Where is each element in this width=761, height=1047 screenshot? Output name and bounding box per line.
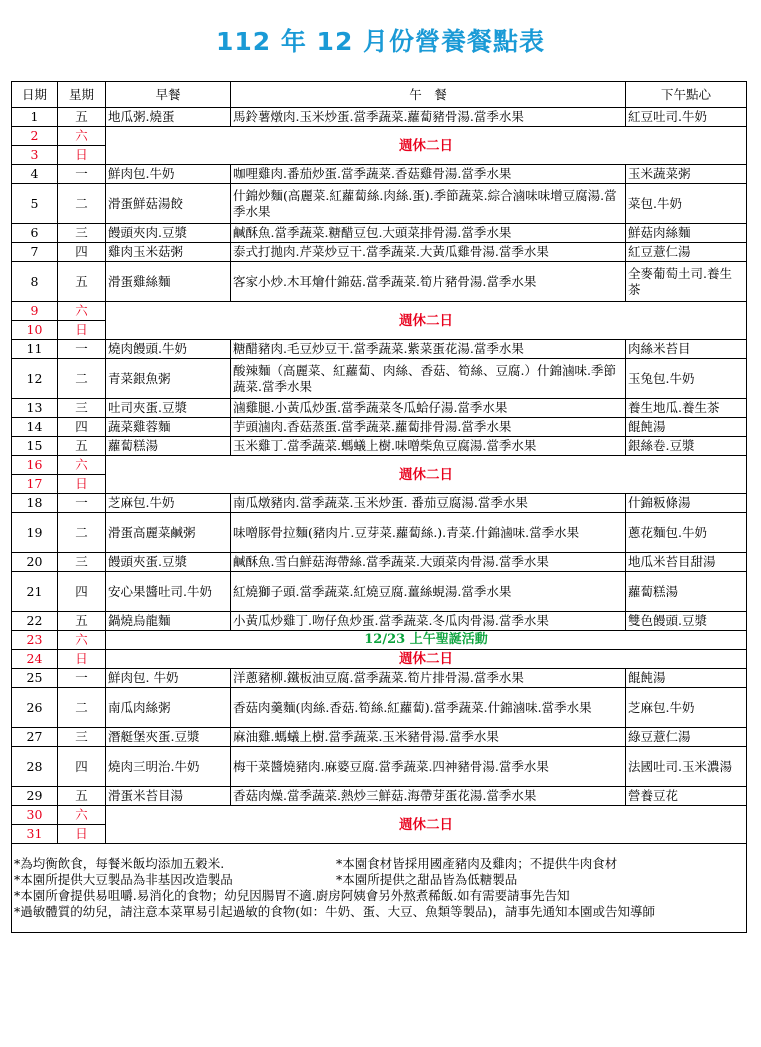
date-cell: 26	[12, 688, 58, 728]
lunch-cell: 酸辣麵（高麗菜、紅蘿蔔、肉絲、香菇、筍絲、豆腐.）什錦滷味.季節蔬菜.當季水果	[231, 359, 626, 399]
table-row	[12, 631, 747, 650]
table-row	[12, 302, 747, 321]
note-meat-source: *本園食材皆採用國產豬肉及雞肉；不提供牛肉食材	[336, 856, 618, 871]
breakfast-cell: 鍋燒烏龍麵	[106, 612, 231, 631]
date-cell: 25	[12, 669, 58, 688]
table-row	[12, 728, 747, 747]
weekday-cell: 一	[58, 165, 106, 184]
header-row	[12, 82, 747, 108]
header-snack: 下午點心	[626, 82, 747, 108]
snack-cell: 芝麻包.牛奶	[626, 688, 747, 728]
breakfast-cell: 蔬菜雞蓉麵	[106, 418, 231, 437]
lunch-cell: 紅燒獅子頭.當季蔬菜.紅燒豆腐.薑絲蜆湯.當季水果	[231, 572, 626, 612]
snack-cell: 法國吐司.玉米濃湯	[626, 747, 747, 787]
weekday-cell: 五	[58, 787, 106, 806]
date-cell: 13	[12, 399, 58, 418]
weekday-cell: 四	[58, 243, 106, 262]
snack-cell: 蘿蔔糕湯	[626, 572, 747, 612]
date-cell: 4	[12, 165, 58, 184]
note-sugar: *本園所提供之甜品皆為低糖製品	[336, 872, 518, 887]
snack-cell: 肉絲米苔目	[626, 340, 747, 359]
snack-cell: 綠豆薏仁湯	[626, 728, 747, 747]
snack-cell: 營養豆花	[626, 787, 747, 806]
weekday-cell: 一	[58, 340, 106, 359]
lunch-cell: 鹹酥魚.雪白鮮菇海帶絲.當季蔬菜.大頭菜肉骨湯.當季水果	[231, 553, 626, 572]
weekday-cell: 二	[58, 359, 106, 399]
lunch-cell: 南瓜燉豬肉.當季蔬菜.玉米炒蛋. 番茄豆腐湯.當季水果	[231, 494, 626, 513]
breakfast-cell: 安心果醬吐司.牛奶	[106, 572, 231, 612]
breakfast-cell: 燒肉饅頭.牛奶	[106, 340, 231, 359]
weekday-cell: 日	[58, 475, 106, 494]
lunch-cell: 香菇肉羹麵(肉絲.香菇.筍絲.紅蘿蔔).當季蔬菜.什錦滷味.當季水果	[231, 688, 626, 728]
date-cell: 14	[12, 418, 58, 437]
date-cell: 21	[12, 572, 58, 612]
date-cell: 28	[12, 747, 58, 787]
breakfast-cell: 饅頭夾肉.豆漿	[106, 224, 231, 243]
snack-cell: 紅豆吐司.牛奶	[626, 108, 747, 127]
snack-cell: 菜包.牛奶	[626, 184, 747, 224]
breakfast-cell: 滑蛋米苔目湯	[106, 787, 231, 806]
note-soy: *本園所提供大豆製品為非基因改造製品	[14, 872, 233, 887]
date-cell: 27	[12, 728, 58, 747]
snack-cell: 蔥花麵包.牛奶	[626, 513, 747, 553]
table-row	[12, 340, 747, 359]
date-cell: 20	[12, 553, 58, 572]
table-row	[12, 224, 747, 243]
weekday-cell: 六	[58, 631, 106, 650]
breakfast-cell: 滑蛋高麗菜鹹粥	[106, 513, 231, 553]
table-row	[12, 553, 747, 572]
date-cell: 18	[12, 494, 58, 513]
date-cell: 2	[12, 127, 58, 146]
lunch-cell: 香菇肉燥.當季蔬菜.熱炒三鮮菇.海帶芽蛋花湯.當季水果	[231, 787, 626, 806]
lunch-cell: 芋頭滷肉.香菇蒸蛋.當季蔬菜.蘿蔔排骨湯.當季水果	[231, 418, 626, 437]
date-cell: 8	[12, 262, 58, 302]
event-cell: 12/23 上午聖誕活動	[106, 631, 747, 650]
weekend-off-cell: 週休二日	[106, 127, 747, 165]
weekday-cell: 二	[58, 184, 106, 224]
note-allergy: *過敏體質的幼兒，請注意本菜單易引起過敏的食物(如：牛奶、蛋、大豆、魚類等製品)，請事先通知本園或告知導師	[14, 904, 656, 919]
date-cell: 3	[12, 146, 58, 165]
weekday-cell: 一	[58, 669, 106, 688]
date-cell: 29	[12, 787, 58, 806]
snack-cell: 雙色饅頭.豆漿	[626, 612, 747, 631]
menu-table	[11, 81, 747, 933]
weekday-cell: 五	[58, 437, 106, 456]
breakfast-cell: 南瓜肉絲粥	[106, 688, 231, 728]
snack-cell: 銀絲卷.豆漿	[626, 437, 747, 456]
breakfast-cell: 地瓜粥.燒蛋	[106, 108, 231, 127]
date-cell: 5	[12, 184, 58, 224]
note-line-2	[14, 872, 744, 888]
lunch-cell: 麻油雞.螞蟻上樹.當季蔬菜.玉米豬骨湯.當季水果	[231, 728, 626, 747]
table-row	[12, 262, 747, 302]
snack-cell: 養生地瓜.養生茶	[626, 399, 747, 418]
date-cell: 16	[12, 456, 58, 475]
weekday-cell: 六	[58, 302, 106, 321]
weekday-cell: 三	[58, 224, 106, 243]
note-line-1	[14, 856, 744, 872]
table-row	[12, 612, 747, 631]
weekday-cell: 二	[58, 688, 106, 728]
header-breakfast: 早餐	[106, 82, 231, 108]
date-cell: 9	[12, 302, 58, 321]
lunch-cell: 什錦炒麵(高麗菜.紅蘿蔔絲.肉絲.蛋).季節蔬菜.綜合滷味味增豆腐湯.當季水果	[231, 184, 626, 224]
weekday-cell: 三	[58, 553, 106, 572]
snack-cell: 玉米蔬菜粥	[626, 165, 747, 184]
weekday-cell: 二	[58, 513, 106, 553]
date-cell: 22	[12, 612, 58, 631]
lunch-cell: 梅干菜醬燒豬肉.麻婆豆腐.當季蔬菜.四神豬骨湯.當季水果	[231, 747, 626, 787]
breakfast-cell: 滑蛋雞絲麵	[106, 262, 231, 302]
table-row	[12, 437, 747, 456]
weekday-cell: 六	[58, 127, 106, 146]
weekday-cell: 三	[58, 399, 106, 418]
table-row	[12, 359, 747, 399]
weekday-cell: 四	[58, 747, 106, 787]
header-weekday: 星期	[58, 82, 106, 108]
note-whole-grain: *為均衡飲食，每餐米飯均添加五穀米.	[14, 856, 225, 871]
lunch-cell: 泰式打拋肉.芹菜炒豆干.當季蔬菜.大黃瓜雞骨湯.當季水果	[231, 243, 626, 262]
date-cell: 24	[12, 650, 58, 669]
date-cell: 10	[12, 321, 58, 340]
lunch-cell: 馬鈴薯燉肉.玉米炒蛋.當季蔬菜.蘿蔔豬骨湯.當季水果	[231, 108, 626, 127]
table-row	[12, 127, 747, 146]
date-cell: 12	[12, 359, 58, 399]
snack-cell: 紅豆薏仁湯	[626, 243, 747, 262]
table-row	[12, 184, 747, 224]
weekday-cell: 三	[58, 728, 106, 747]
table-row	[12, 494, 747, 513]
header-lunch: 午 餐	[231, 82, 626, 108]
weekday-cell: 五	[58, 108, 106, 127]
weekday-cell: 五	[58, 612, 106, 631]
lunch-cell: 鹹酥魚.當季蔬菜.糖醋豆包.大頭菜排骨湯.當季水果	[231, 224, 626, 243]
table-row	[12, 806, 747, 825]
snack-cell: 鮮菇肉絲麵	[626, 224, 747, 243]
date-cell: 31	[12, 825, 58, 844]
header-date: 日期	[12, 82, 58, 108]
table-row	[12, 688, 747, 728]
date-cell: 23	[12, 631, 58, 650]
breakfast-cell: 蘿蔔糕湯	[106, 437, 231, 456]
weekday-cell: 六	[58, 806, 106, 825]
weekend-off-cell: 週休二日	[106, 650, 747, 669]
snack-cell: 什錦粄條湯	[626, 494, 747, 513]
date-cell: 30	[12, 806, 58, 825]
weekday-cell: 四	[58, 572, 106, 612]
weekday-cell: 日	[58, 825, 106, 844]
weekday-cell: 日	[58, 146, 106, 165]
weekend-off-cell: 週休二日	[106, 302, 747, 340]
table-row	[12, 650, 747, 669]
date-cell: 11	[12, 340, 58, 359]
table-row	[12, 787, 747, 806]
lunch-cell: 客家小炒.木耳燴什錦菇.當季蔬菜.筍片豬骨湯.當季水果	[231, 262, 626, 302]
snack-cell: 地瓜米苔目甜湯	[626, 553, 747, 572]
date-cell: 6	[12, 224, 58, 243]
table-row	[12, 243, 747, 262]
lunch-cell: 玉米雞丁.當季蔬菜.螞蟻上樹.味噌柴魚豆腐湯.當季水果	[231, 437, 626, 456]
weekday-cell: 日	[58, 321, 106, 340]
date-cell: 15	[12, 437, 58, 456]
date-cell: 17	[12, 475, 58, 494]
lunch-cell: 咖哩雞肉.番茄炒蛋.當季蔬菜.香菇雞骨湯.當季水果	[231, 165, 626, 184]
page-title: 112 年 12 月份營養餐點表	[215, 27, 546, 56]
lunch-cell: 滷雞腿.小黃瓜炒蛋.當季蔬菜冬瓜蛤仔湯.當季水果	[231, 399, 626, 418]
breakfast-cell: 芝麻包.牛奶	[106, 494, 231, 513]
lunch-cell: 小黃瓜炒雞丁.吻仔魚炒蛋.當季蔬菜.冬瓜肉骨湯.當季水果	[231, 612, 626, 631]
snack-cell: 餛飩湯	[626, 669, 747, 688]
weekday-cell: 日	[58, 650, 106, 669]
weekend-off-cell: 週休二日	[106, 456, 747, 494]
snack-cell: 餛飩湯	[626, 418, 747, 437]
table-row	[12, 513, 747, 553]
note-soft-food: *本園所會提供易咀嚼.易消化的食物；幼兒因腸胃不適.廚房阿姨會另外熬煮稀飯.如有需要請事先告知	[14, 888, 570, 903]
weekend-off-cell: 週休二日	[106, 806, 747, 844]
table-row	[12, 108, 747, 127]
table-row	[12, 399, 747, 418]
table-row	[12, 456, 747, 475]
weekday-cell: 四	[58, 418, 106, 437]
table-row	[12, 418, 747, 437]
breakfast-cell: 滑蛋鮮菇湯餃	[106, 184, 231, 224]
table-row	[12, 165, 747, 184]
lunch-cell: 洋蔥豬柳.鐵板油豆腐.當季蔬菜.筍片排骨湯.當季水果	[231, 669, 626, 688]
breakfast-cell: 燒肉三明治.牛奶	[106, 747, 231, 787]
table-row	[12, 747, 747, 787]
breakfast-cell: 吐司夾蛋.豆漿	[106, 399, 231, 418]
snack-cell: 玉兔包.牛奶	[626, 359, 747, 399]
date-cell: 7	[12, 243, 58, 262]
weekday-cell: 六	[58, 456, 106, 475]
breakfast-cell: 鮮肉包.牛奶	[106, 165, 231, 184]
breakfast-cell: 青菜銀魚粥	[106, 359, 231, 399]
notes-cell	[12, 844, 747, 933]
breakfast-cell: 雞肉玉米菇粥	[106, 243, 231, 262]
table-row	[12, 669, 747, 688]
notes-row	[12, 844, 747, 933]
breakfast-cell: 饅頭夾蛋.豆漿	[106, 553, 231, 572]
breakfast-cell: 潛艇堡夾蛋.豆漿	[106, 728, 231, 747]
lunch-cell: 糖醋豬肉.毛豆炒豆干.當季蔬菜.紫菜蛋花湯.當季水果	[231, 340, 626, 359]
date-cell: 1	[12, 108, 58, 127]
lunch-cell: 味噌豚骨拉麵(豬肉片.豆芽菜.蘿蔔絲.).青菜.什錦滷味.當季水果	[231, 513, 626, 553]
weekday-cell: 五	[58, 262, 106, 302]
table-row	[12, 572, 747, 612]
snack-cell: 全麥葡萄土司.養生茶	[626, 262, 747, 302]
weekday-cell: 一	[58, 494, 106, 513]
date-cell: 19	[12, 513, 58, 553]
breakfast-cell: 鮮肉包. 牛奶	[106, 669, 231, 688]
